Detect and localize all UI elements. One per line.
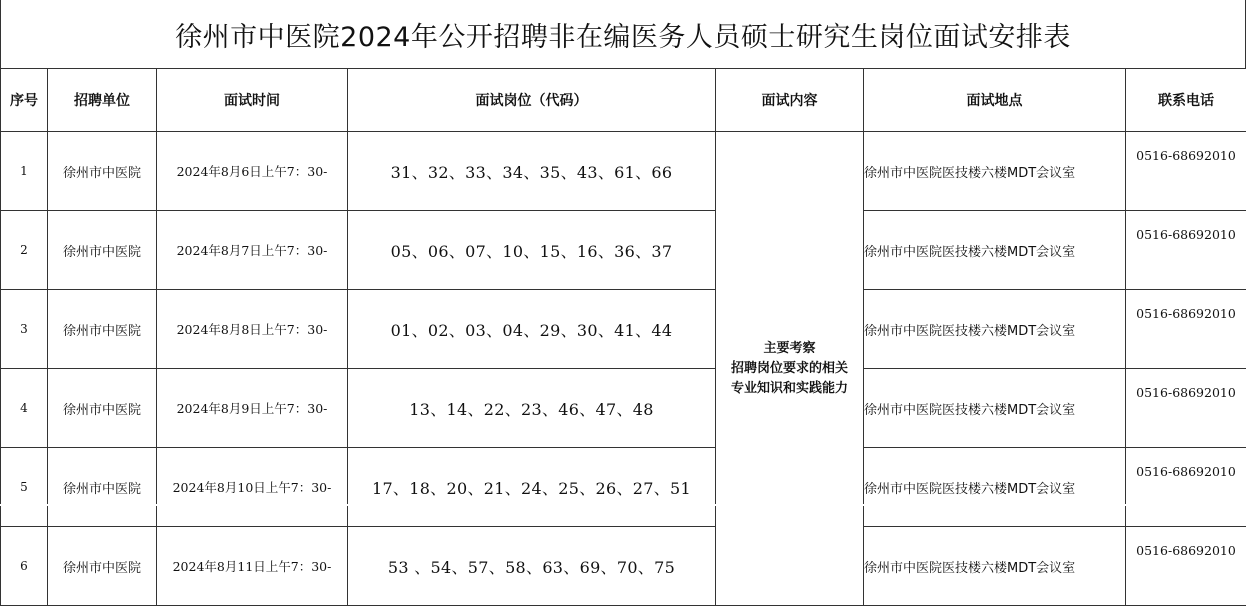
row-location: 徐州市中医院医技楼六楼MDT会议室 [864, 211, 1126, 290]
row-time: 2024年8月6日上午7：30- [157, 132, 348, 211]
table-row [1, 132, 1246, 211]
row-unit: 徐州市中医院 [48, 527, 157, 606]
row-codes: 53 、54、57、58、63、69、70、75 [348, 527, 716, 606]
row-time: 2024年8月8日上午7：30- [157, 290, 348, 369]
row-codes: 01、02、03、04、29、30、41、44 [348, 290, 716, 369]
row-location: 徐州市中医院医技楼六楼MDT会议室 [864, 369, 1126, 448]
row-phone: 0516-68692010 [1126, 448, 1246, 527]
row-phone: 0516-68692010 [1126, 290, 1246, 369]
row-seq: 2 [1, 211, 48, 290]
row-time: 2024年8月10日上午7：30- [157, 448, 348, 527]
row-unit: 徐州市中医院 [48, 369, 157, 448]
row-location: 徐州市中医院医技楼六楼MDT会议室 [864, 132, 1126, 211]
table-row [1, 369, 1246, 448]
row-time: 2024年8月7日上午7：30- [157, 211, 348, 290]
row-codes: 31、32、33、34、35、43、61、66 [348, 132, 716, 211]
row-phone: 0516-68692010 [1126, 211, 1246, 290]
content-line: 招聘岗位要求的相关 [716, 359, 863, 379]
row-time: 2024年8月11日上午7：30- [157, 527, 348, 606]
interview-content [716, 132, 864, 606]
header-row [1, 69, 1246, 132]
row-codes: 05、06、07、10、15、16、36、37 [348, 211, 716, 290]
row-phone: 0516-68692010 [1126, 369, 1246, 448]
row-location: 徐州市中医院医技楼六楼MDT会议室 [864, 290, 1126, 369]
row-seq: 5 [1, 448, 48, 527]
header-location: 面试地点 [864, 69, 1126, 132]
row-codes: 17、18、20、21、24、25、26、27、51 [348, 448, 716, 527]
row-unit: 徐州市中医院 [48, 290, 157, 369]
row-seq: 1 [1, 132, 48, 211]
row-unit: 徐州市中医院 [48, 132, 157, 211]
table-row [1, 211, 1246, 290]
interview-schedule-table [0, 68, 1246, 606]
row-location: 徐州市中医院医技楼六楼MDT会议室 [864, 527, 1126, 606]
table-row [1, 290, 1246, 369]
row-phone: 0516-68692010 [1126, 527, 1246, 606]
content-line: 主要考察 [716, 339, 863, 359]
row-location: 徐州市中医院医技楼六楼MDT会议室 [864, 448, 1126, 527]
content-line: 专业知识和实践能力 [716, 379, 863, 399]
page-title: 徐州市中医院2024年公开招聘非在编医务人员硕士研究生岗位面试安排表 [175, 15, 1071, 54]
row-phone: 0516-68692010 [1126, 132, 1246, 211]
header-position: 面试岗位（代码） [348, 69, 716, 132]
header-content: 面试内容 [716, 69, 864, 132]
table-row [1, 448, 1246, 527]
row-unit: 徐州市中医院 [48, 448, 157, 527]
header-time: 面试时间 [157, 69, 348, 132]
row-seq: 3 [1, 290, 48, 369]
row-codes: 13、14、22、23、46、47、48 [348, 369, 716, 448]
row-unit: 徐州市中医院 [48, 211, 157, 290]
row-time: 2024年8月9日上午7：30- [157, 369, 348, 448]
header-unit: 招聘单位 [48, 69, 157, 132]
row-seq: 4 [1, 369, 48, 448]
table-row [1, 527, 1246, 606]
header-phone: 联系电话 [1126, 69, 1246, 132]
row-seq: 6 [1, 527, 48, 606]
title-row [0, 0, 1246, 68]
header-seq: 序号 [1, 69, 48, 132]
